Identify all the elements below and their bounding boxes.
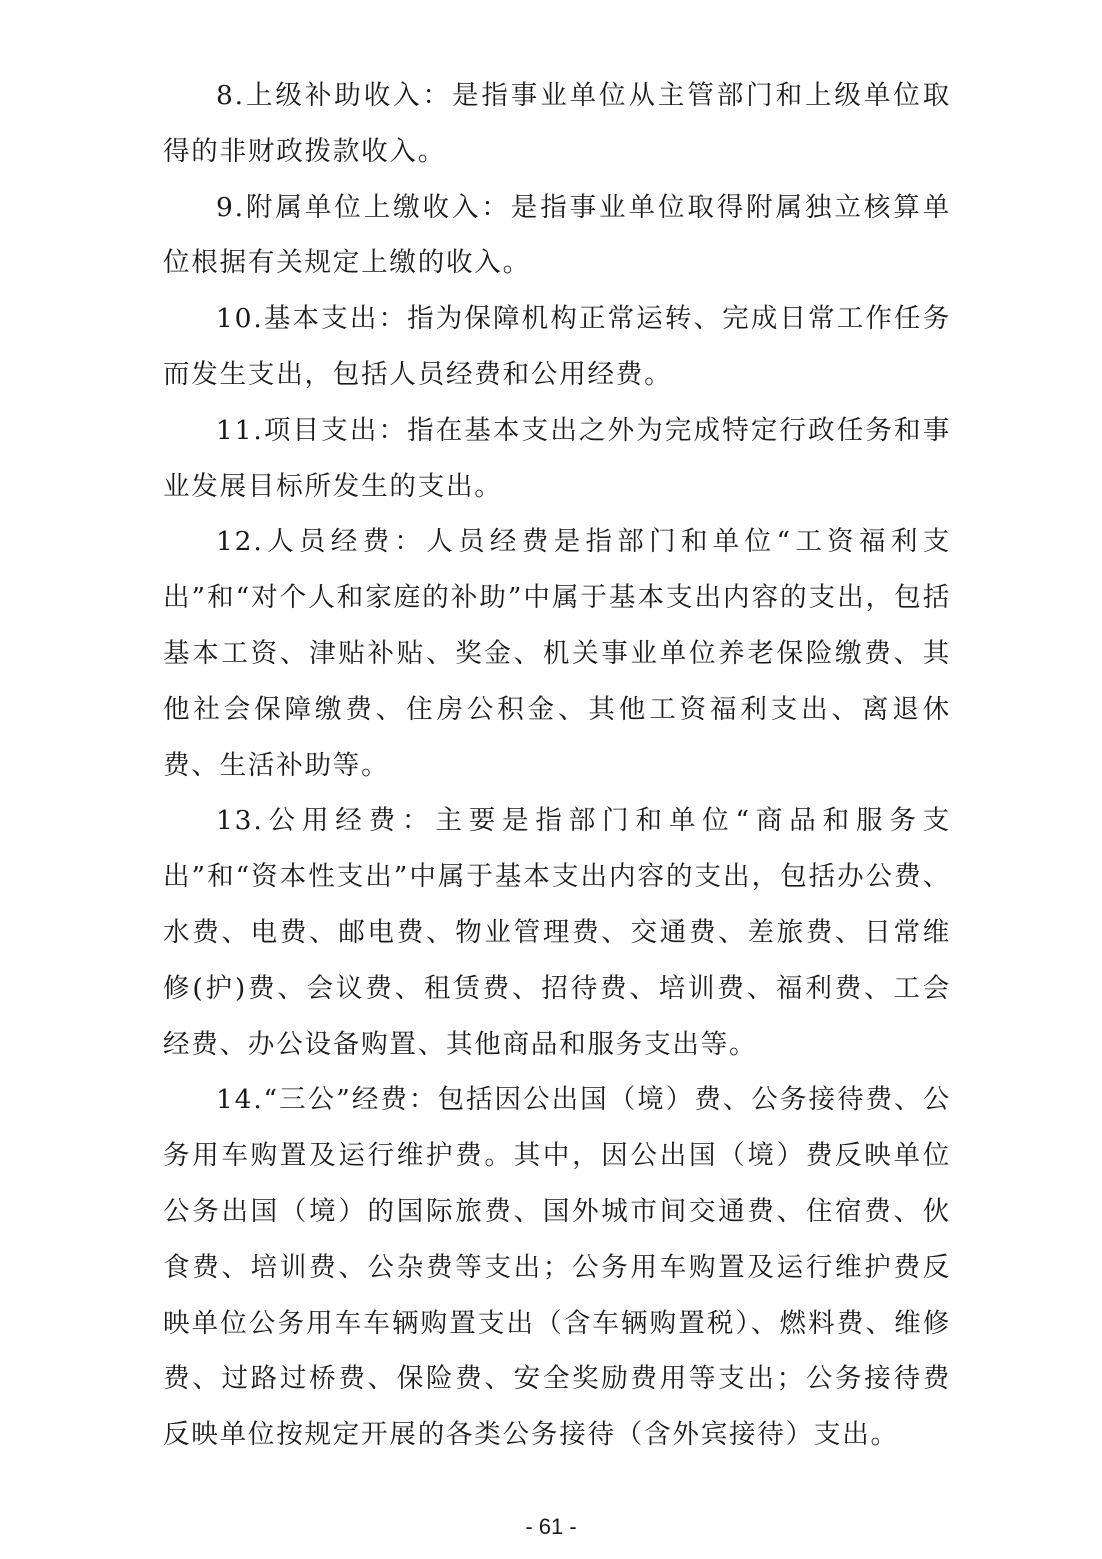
paragraph-item-9: 9.附属单位上缴收入：是指事业单位取得附属独立核算单位根据有关规定上缴的收入。: [163, 191, 951, 279]
paragraph-item-14: 14.“三公”经费：包括因公出国（境）费、公务接待费、公务用车购置及运行维护费。其中，因公出国（境）费反映单位公务出国（境）的国际旅费、国外城市间交通费、住宿费、伙食费、培训费、公杂费等支出；公务用车购置及运行维护费反映单位公务用车车辆购置支出（含车辆购置税）、燃料费、维修费、过路过桥费、保险费、安全奖励费用等支出；公务接待费反映单位按规定开展的各类公务接待（含外宾接待）支出。: [163, 1084, 951, 1451]
paragraph-item-10: 10.基本支出：指为保障机构正常运转、完成日常工作任务而发生支出，包括人员经费和公用经费。: [163, 303, 951, 390]
paragraph-item-8: 8.上级补助收入：是指事业单位从主管部门和上级单位取得的非财政拨款收入。: [163, 80, 951, 167]
paragraph-item-11: 11.项目支出：指在基本支出之外为完成特定行政任务和事业发展目标所发生的支出。: [163, 414, 951, 502]
document-body: [163, 68, 951, 1463]
paragraph-item-13: 13.公用经费：主要是指部门和单位“商品和服务支出”和“资本性支出”中属于基本支出内容的支出，包括办公费、水费、电费、邮电费、物业管理费、交通费、差旅费、日常维修(护)费、会议费、租赁费、招待费、培训费、福利费、工会经费、办公设备购置、其他商品和服务支出等。: [163, 805, 951, 1060]
page-number: - 61 -: [525, 1514, 577, 1539]
paragraph-item-12: 12.人员经费：人员经费是指部门和单位“工资福利支出”和“对个人和家庭的补助”中属于基本支出内容的支出，包括基本工资、津贴补贴、奖金、机关事业单位养老保险缴费、其他社会保障缴费、住房公积金、其他工资福利支出、离退休费、生活补助等。: [163, 526, 951, 781]
